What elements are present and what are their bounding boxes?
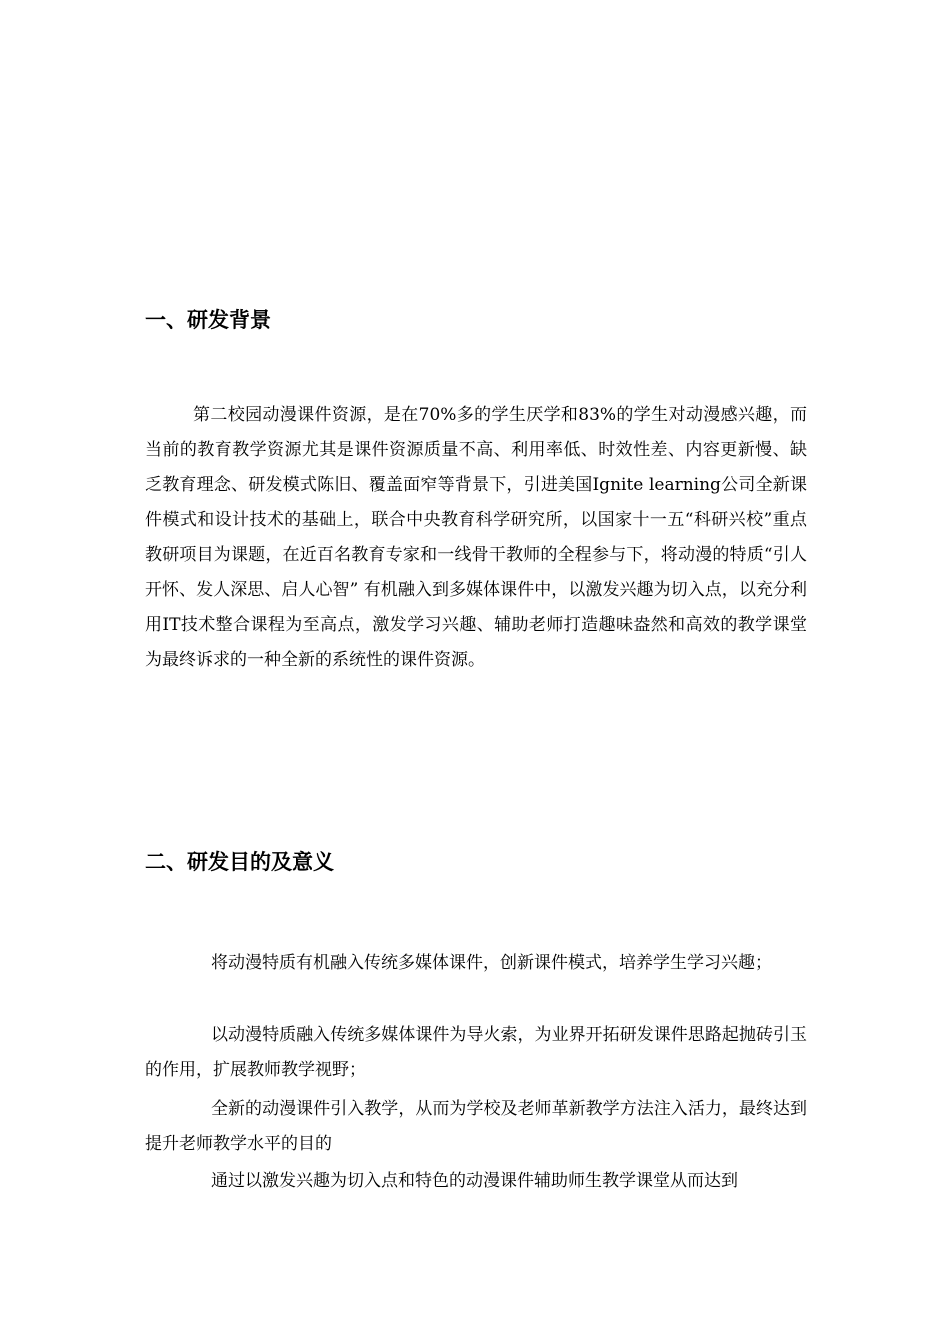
background-paragraph: 第二校园动漫课件资源，是在70%多的学生厌学和83%的学生对动漫感兴趣，而当前的教育教学资源尤其是课件资源质量不高、利用率低、时效性差、内容更新慢、缺乏教育理念、研发模式陈旧、覆盖面窄等背景下，引进美国Ignite learning公司全新课件模式和设计技术的基础上，联合中央教育科学研究所，以国家十一五“科研兴校”重点教研项目为课题，在近百名教育专家和一线骨干教师的全程参与下，将动漫的特质“引人开怀、发人深思、启人心智” 有机融入到多媒体课件中，以激发兴趣为切入点，以充分利用IT技术整合课程为至高点，激发学习兴趣、辅助老师打造趣味盎然和高效的教学课堂为最终诉求的一种全新的系统性的课件资源。 — [145, 405, 807, 670]
purpose-paragraph-1: 将动漫特质有机融入传统多媒体课件，创新课件模式，培养学生学习兴趣； — [211, 953, 772, 973]
section-heading-background: 一、研发背景 — [145, 308, 271, 332]
section-heading-purpose: 二、研发目的及意义 — [145, 850, 334, 874]
purpose-paragraph-4: 通过以激发兴趣为切入点和特色的动漫课件辅助师生教学课堂从而达到 — [211, 1171, 738, 1191]
purpose-paragraph-3: 全新的动漫课件引入教学，从而为学校及老师革新教学方法注入活力，最终达到提升老师教学水平的目的 — [145, 1099, 807, 1154]
purpose-paragraph-2: 以动漫特质融入传统多媒体课件为导火索，为业界开拓研发课件思路起抛砖引玉的作用，扩展教师教学视野； — [145, 1025, 807, 1080]
